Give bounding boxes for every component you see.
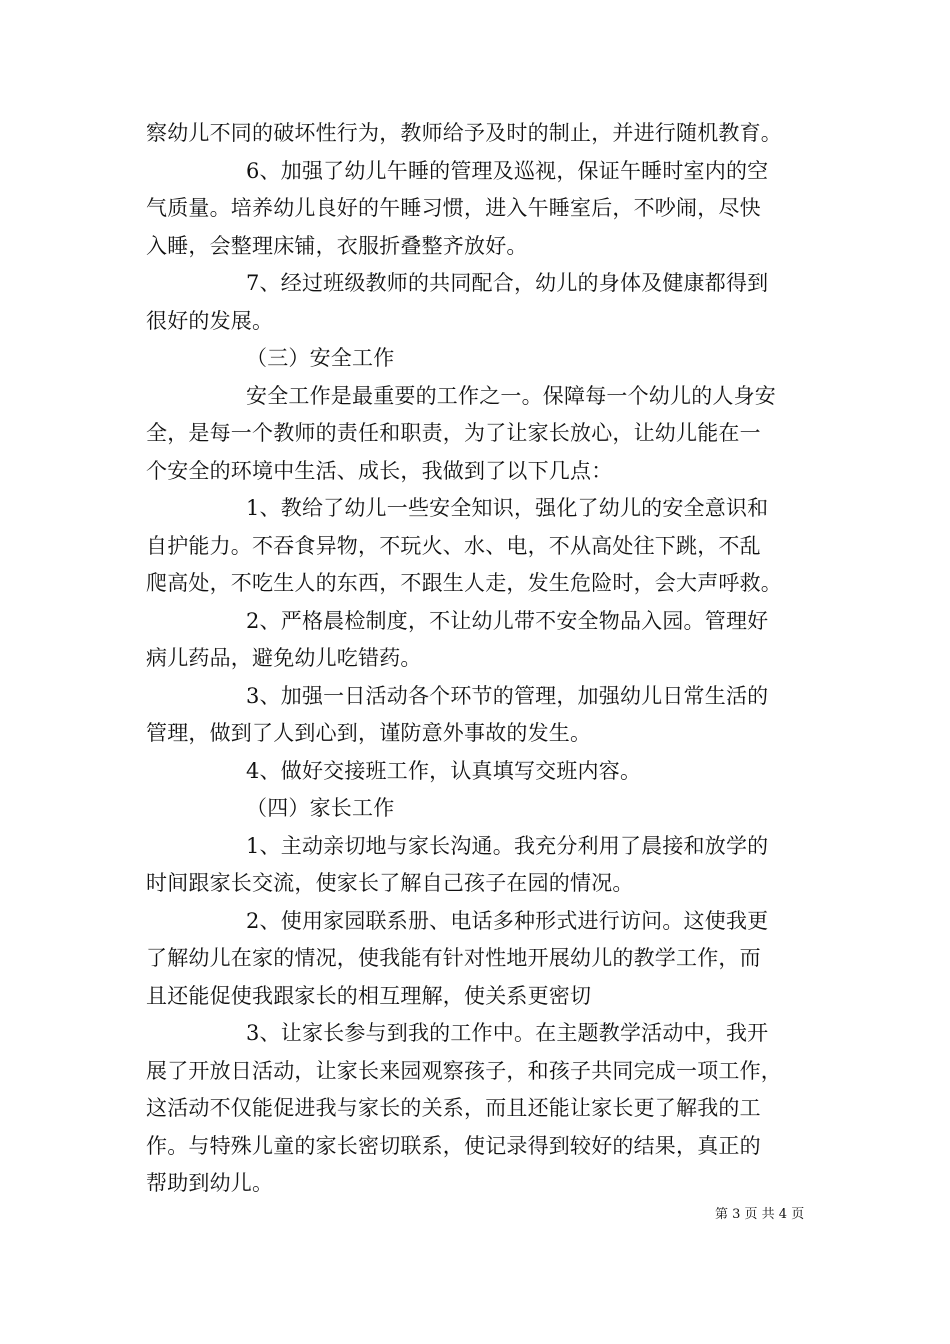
text-line: 这活动不仅能促进我与家长的关系，而且还能让家长更了解我的工 bbox=[146, 1096, 761, 1120]
text-line: 时间跟家长交流，使家长了解自己孩子在园的情况。 bbox=[146, 871, 634, 895]
text-line: 1、教给了幼儿一些安全知识，强化了幼儿的安全意识和 bbox=[246, 496, 769, 520]
text-line: 自护能力。不吞食异物，不玩火、水、电，不从高处往下跳，不乱 bbox=[146, 533, 761, 558]
text-line: 全，是每一个教师的责任和职责，为了让家长放心，让幼儿能在一 bbox=[146, 421, 761, 445]
text-line: 入睡，会整理床铺，衣服折叠整齐放好。 bbox=[146, 233, 528, 258]
text-line: 且还能促使我跟家长的相互理解，使关系更密切 bbox=[146, 983, 592, 1008]
text-line: 4、做好交接班工作，认真填写交班内容。 bbox=[246, 758, 642, 783]
text-line: 6、加强了幼儿午睡的管理及巡视，保证午睡时室内的空 bbox=[246, 158, 769, 183]
text-line: （四）家长工作 bbox=[246, 796, 395, 820]
text-line: 2、严格晨检制度，不让幼儿带不安全物品入园。管理好 bbox=[246, 608, 769, 633]
text-line: 1、主动亲切地与家长沟通。我充分利用了晨接和放学的 bbox=[246, 833, 769, 858]
text-line: 爬高处，不吃生人的东西，不跟生人走，发生危险时，会大声呼救。 bbox=[146, 571, 782, 595]
text-line: 3、让家长参与到我的工作中。在主题教学活动中，我开 bbox=[246, 1021, 769, 1045]
text-line: 病儿药品，避免幼儿吃错药。 bbox=[146, 646, 422, 670]
text-line: 个安全的环境中生活、成长，我做到了以下几点： bbox=[146, 458, 613, 483]
text-line: 安全工作是最重要的工作之一。保障每一个幼儿的人身安 bbox=[246, 383, 776, 408]
text-line: 帮助到幼儿。 bbox=[146, 1171, 274, 1195]
text-line: 很好的发展。 bbox=[146, 308, 274, 333]
text-line: 7、经过班级教师的共同配合，幼儿的身体及健康都得到 bbox=[246, 271, 769, 295]
text-line: 3、加强一日活动各个环节的管理，加强幼儿日常生活的 bbox=[246, 683, 769, 708]
text-line: 管理，做到了人到心到，谨防意外事故的发生。 bbox=[146, 721, 592, 745]
text-line: （三）安全工作 bbox=[246, 346, 395, 370]
text-line: 察幼儿不同的破坏性行为，教师给予及时的制止，并进行随机教育。 bbox=[146, 121, 782, 145]
text-line: 了解幼儿在家的情况，使我能有针对性地开展幼儿的教学工作，而 bbox=[146, 946, 761, 970]
document-body bbox=[146, 115, 811, 1203]
text-line: 展了开放日活动，让家长来园观察孩子，和孩子共同完成一项工作， bbox=[146, 1058, 782, 1083]
page-number: 第 3 页 共 4 页 bbox=[715, 1207, 805, 1222]
text-line: 作。与特殊儿童的家长密切联系，使记录得到较好的结果，真正的 bbox=[146, 1133, 761, 1158]
text-line: 气质量。培养幼儿良好的午睡习惯，进入午睡室后，不吵闹，尽快 bbox=[146, 196, 761, 220]
text-line: 2、使用家园联系册、电话多种形式进行访问。这使我更 bbox=[246, 908, 769, 933]
